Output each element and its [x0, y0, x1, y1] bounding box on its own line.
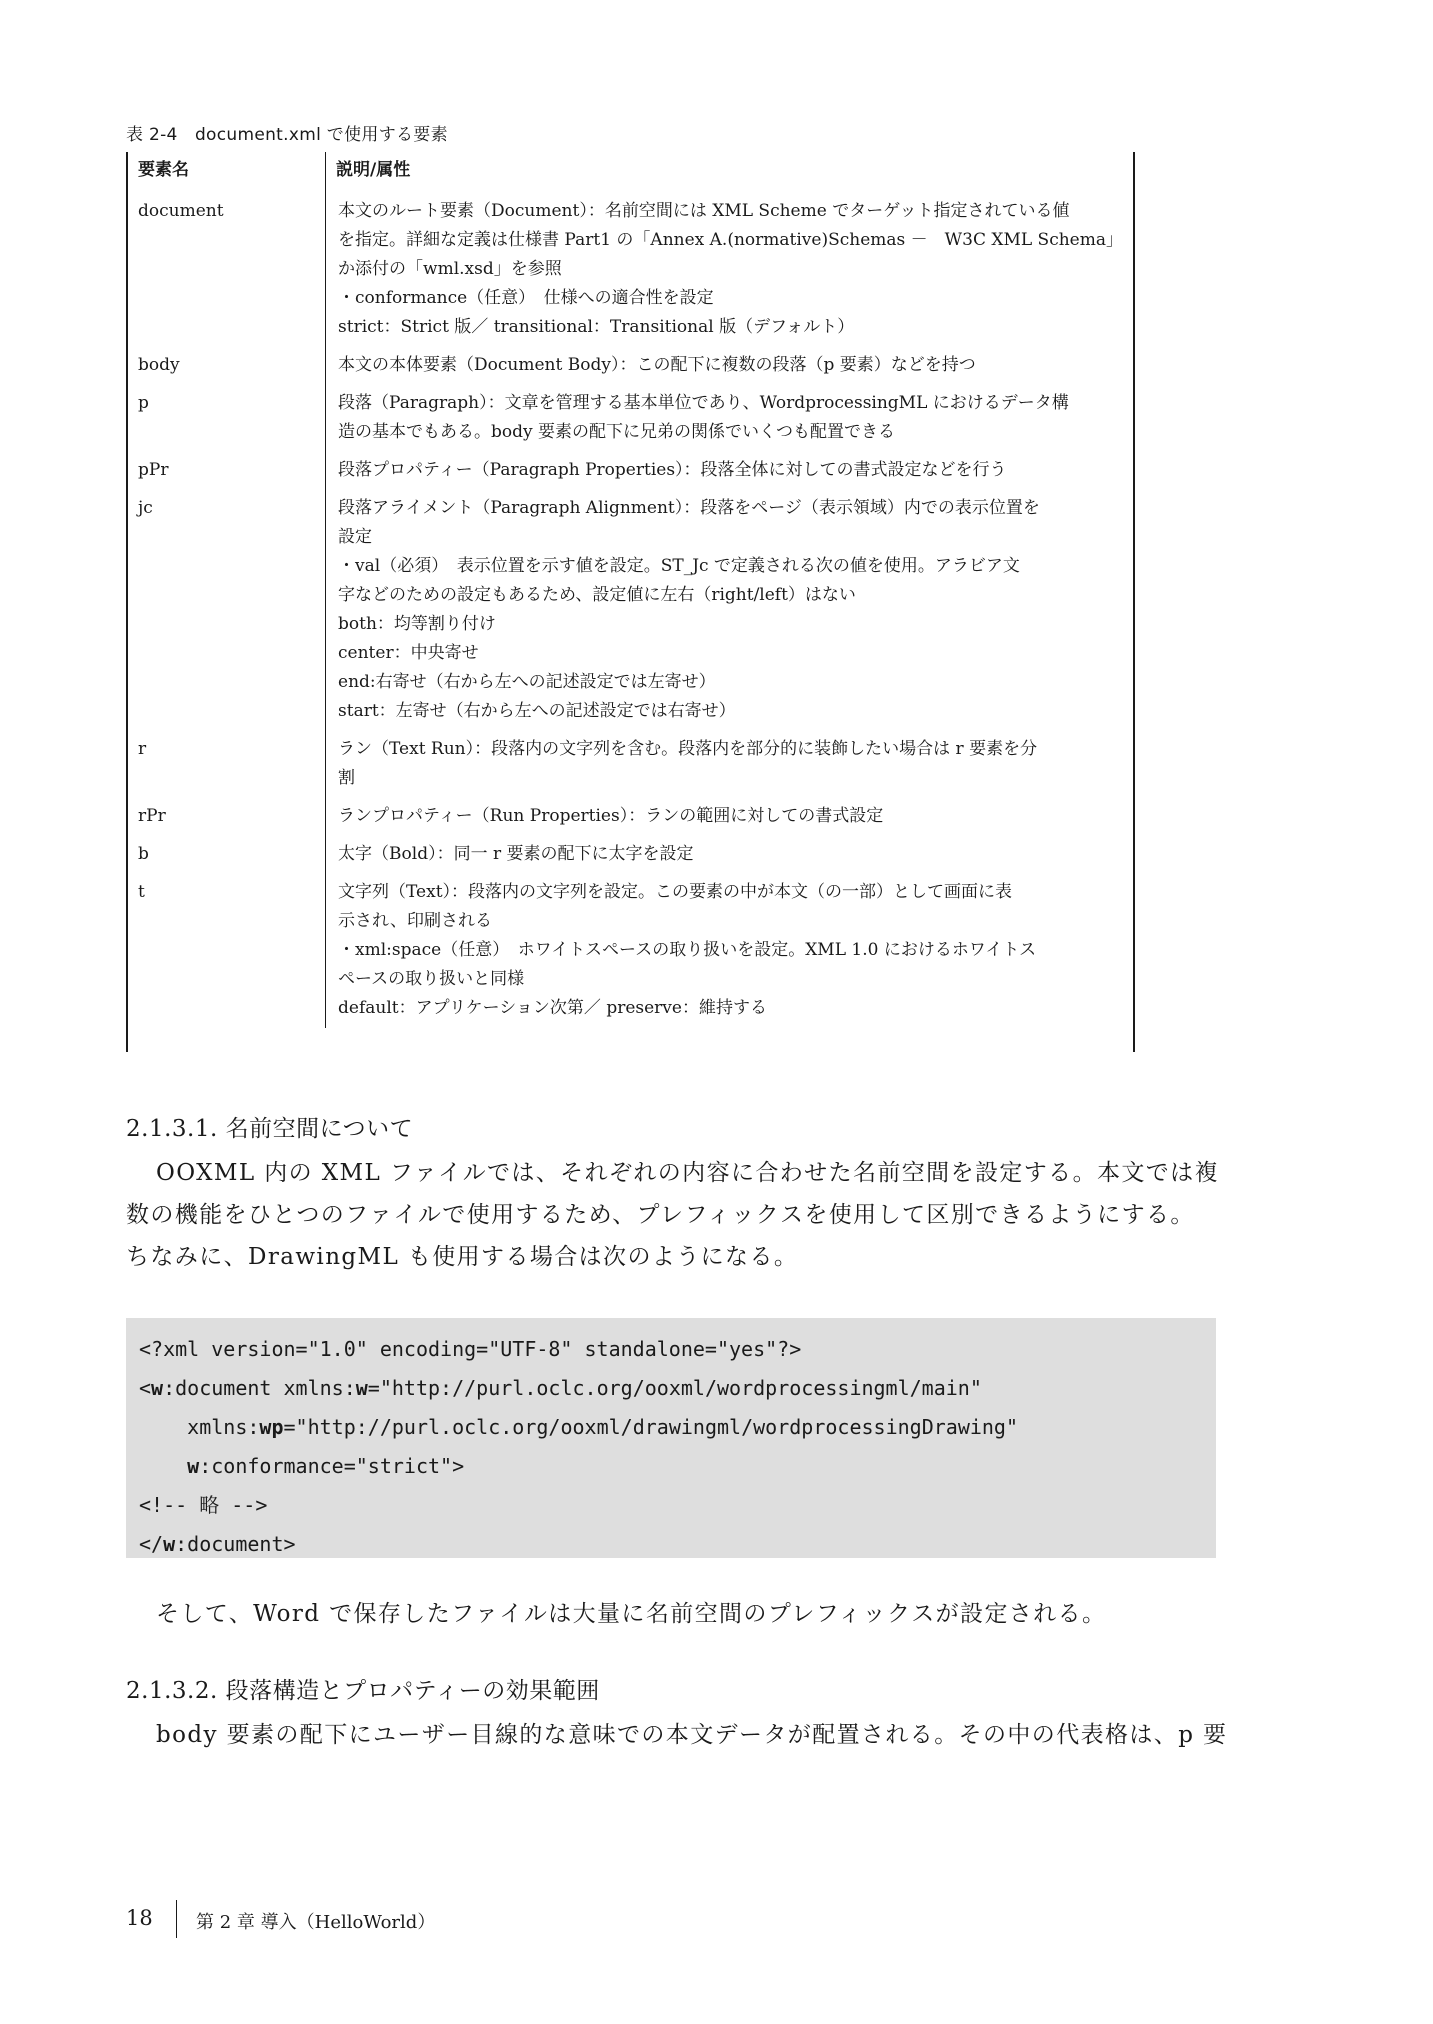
table-caption: 表 2-4 document.xml で使用する要素	[126, 125, 448, 145]
description-line: 段落アライメント（Paragraph Alignment）：段落をページ（表示領域）内での表示位置を	[338, 498, 1040, 518]
element-description-cell	[326, 836, 1133, 874]
description-line: 本文のルート要素（Document）：名前空間には XML Scheme でターゲット指定されている値	[338, 201, 1070, 221]
paragraph-line: body 要素の配下にユーザー目線的な意味での本文データが配置される。その中の代表格は、p 要	[156, 1722, 1228, 1748]
header-description: 説明/属性	[336, 160, 411, 180]
description-line: start：左寄せ（右から左への記述設定では右寄せ）	[338, 701, 736, 721]
description-line: 設定	[338, 527, 373, 547]
description-line: を指定。詳細な定義は仕様書 Part1 の「Annex A.(normative)Schemas － W3C XML Schema」	[338, 230, 1123, 250]
element-name-cell: rPr	[128, 798, 326, 836]
description-line: end:右寄せ（右から左への記述設定では左寄せ）	[338, 672, 716, 692]
element-name-cell: pPr	[128, 452, 326, 490]
description-line: ・conformance（任意） 仕様への適合性を設定	[338, 288, 714, 308]
element-name-cell: jc	[128, 490, 326, 731]
element-description-cell	[326, 193, 1133, 347]
paragraph-line: そして、Word で保存したファイルは大量に名前空間のプレフィックスが設定される。	[156, 1601, 1107, 1627]
table-row	[128, 836, 1133, 874]
description-line: ペースの取り扱いと同様	[338, 969, 525, 989]
table-row	[128, 385, 1133, 452]
table-header-row	[128, 152, 1133, 193]
table-row	[128, 490, 1133, 731]
element-name-cell: document	[128, 193, 326, 347]
table-row	[128, 347, 1133, 385]
element-description-cell	[326, 490, 1133, 731]
element-description-cell	[326, 874, 1133, 1028]
code-line: w:conformance="strict">	[187, 1454, 465, 1478]
section-heading-namespaces: 2.1.3.1. 名前空間について	[126, 1116, 414, 1142]
element-name-cell: t	[128, 874, 326, 1028]
footer-divider	[176, 1900, 177, 1938]
description-line: 本文の本体要素（Document Body）：この配下に複数の段落（p 要素）などを持つ	[338, 355, 976, 375]
description-line: 段落プロパティー（Paragraph Properties）：段落全体に対しての書式設定などを行う	[338, 460, 1007, 480]
code-block	[126, 1318, 1216, 1558]
namespaces-paragraph	[126, 1152, 1219, 1278]
element-name-cell: b	[128, 836, 326, 874]
description-line: か添付の「wml.xsd」を参照	[338, 259, 562, 279]
element-description-cell	[326, 452, 1133, 490]
footer-chapter-title: 第 2 章 導入（HelloWorld）	[196, 1912, 436, 1933]
description-line: 示され、印刷される	[338, 911, 493, 931]
description-line: ランプロパティー（Run Properties）：ランの範囲に対しての書式設定	[338, 806, 884, 826]
description-line: 字などのための設定もあるため、設定値に左右（right/left）はない	[338, 585, 856, 605]
table-row	[128, 731, 1133, 798]
table-row	[128, 452, 1133, 490]
description-line: ・val（必須） 表示位置を示す値を設定。ST_Jc で定義される次の値を使用。アラビア文	[338, 556, 1020, 576]
description-line: 太字（Bold）：同一 r 要素の配下に太字を設定	[338, 844, 694, 864]
header-element-name: 要素名	[128, 152, 326, 193]
code-line: </w:document>	[139, 1532, 296, 1556]
description-line: center：中央寄せ	[338, 643, 479, 663]
element-description-cell	[326, 731, 1133, 798]
description-line: strict：Strict 版／ transitional：Transitional 版（デフォルト）	[338, 317, 855, 337]
description-line: 文字列（Text）：段落内の文字列を設定。この要素の中が本文（の一部）として画面に表	[338, 882, 1013, 902]
element-description-cell	[326, 798, 1133, 836]
description-line: ・xml:space（任意） ホワイトスペースの取り扱いを設定。XML 1.0 におけるホワイトス	[338, 940, 1037, 960]
code-line: xmlns:wp="http://purl.oclc.org/ooxml/drawingml/wordprocessingDrawing"	[139, 1415, 1019, 1439]
element-name-cell: body	[128, 347, 326, 385]
description-line: 割	[338, 768, 356, 788]
code-line: <?xml version="1.0" encoding="UTF-8" standalone="yes"?>	[139, 1337, 802, 1361]
description-line: ラン（Text Run）：段落内の文字列を含む。段落内を部分的に装飾したい場合は r 要素を分	[338, 739, 1038, 759]
paragraph-line: 数の機能をひとつのファイルで使用するため、プレフィックスを使用して区別できるようにする。	[126, 1202, 1195, 1228]
paragraph-line: ちなみに、DrawingML も使用する場合は次のようになる。	[126, 1244, 799, 1270]
section-heading-paragraph-structure: 2.1.3.2. 段落構造とプロパティーの効果範囲	[126, 1678, 600, 1704]
element-name-cell: r	[128, 731, 326, 798]
code-line: <w:document xmlns:w="http://purl.oclc.org/ooxml/wordprocessingml/main"	[139, 1376, 982, 1400]
description-line: 造の基本でもある。body 要素の配下に兄弟の関係でいくつも配置できる	[338, 422, 896, 442]
code-line: <!-- 略 -->	[139, 1493, 268, 1517]
table-row	[128, 874, 1133, 1028]
element-description-cell	[326, 385, 1133, 452]
page-number: 18	[126, 1906, 153, 1930]
element-description-cell	[326, 347, 1133, 385]
elements-table	[126, 152, 1135, 1052]
description-line: both：均等割り付け	[338, 614, 496, 634]
description-line: default：アプリケーション次第／ preserve：維持する	[338, 998, 767, 1018]
table-row	[128, 798, 1133, 836]
table-row	[128, 193, 1133, 347]
after-code-paragraph	[126, 1593, 1216, 1635]
paragraph-structure-paragraph	[126, 1714, 1228, 1756]
element-name-cell: p	[128, 385, 326, 452]
description-line: 段落（Paragraph）：文章を管理する基本単位であり、WordprocessingML におけるデータ構	[338, 393, 1069, 413]
paragraph-line: OOXML 内の XML ファイルでは、それぞれの内容に合わせた名前空間を設定する。本文では複	[156, 1160, 1219, 1186]
